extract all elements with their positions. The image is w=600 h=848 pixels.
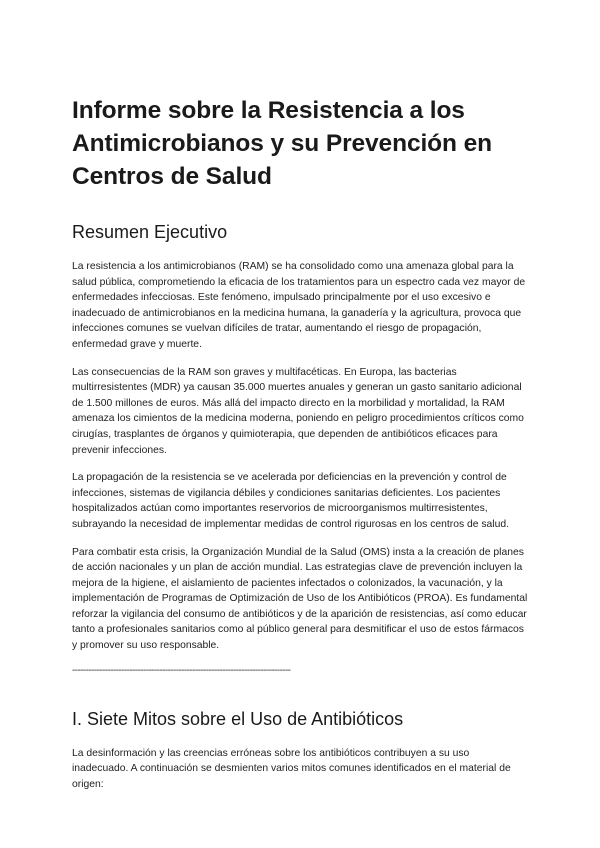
paragraph: La propagación de la resistencia se ve acelerada por deficiencias en la prevención y control de infecciones, sistemas de vigilancia débiles y condiciones sanitarias deficientes. Los pacientes hospitalizados actúan como importantes reservorios de microorganismos multirresistentes, subrayando la necesidad de implementar medidas de control rigurosas en los centros de salud. xyxy=(72,472,509,530)
paragraph: La desinformación y las creencias erróneas sobre los antibióticos contribuyen a su uso inadecuado. A continuación se desmienten varios mitos comunes identificados en el material de origen: xyxy=(72,747,511,790)
document-body xyxy=(72,94,528,792)
section-heading-mitos: I. Siete Mitos sobre el Uso de Antibióticos xyxy=(72,708,404,729)
section-heading-resumen: Resumen Ejecutivo xyxy=(72,222,228,242)
separator-line: -------------------------------------------------------------------------------- xyxy=(72,664,291,676)
paragraph: Para combatir esta crisis, la Organización Mundial de la Salud (OMS) insta a la creación de planes de acción nacionales y un plan de acción mundial. Las estrategias clave de prevención incluyen la mejora de la higiene, el aislamiento de pacientes infectados o colonizados, la vacunación, y la implementación de Programas de Optimización de Uso de los Antibióticos (PROA). Es fundamental reforzar la vigilancia del consumo de antibióticos y de la aparición de resistencias, así como educar tanto a profesionales sanitarios como al público general para desmitificar el uso de estos fármacos y promover su uso responsable. xyxy=(72,546,528,652)
paragraph: La resistencia a los antimicrobianos (RAM) se ha consolidado como una amenaza global para la salud pública, comprometiendo la eficacia de los tratamientos para un espectro cada vez mayor de enfermedades infecciosas. Este fenómeno, impulsado principalmente por el uso excesivo e inadecuado de antimicrobianos en la medicina humana, la ganadería y la agricultura, provoca que infecciones comunes se vuelvan difíciles de tratar, aumentando el riesgo de propagación, enfermedad grave y muerte. xyxy=(72,261,526,350)
document-title: Informe sobre la Resistencia a los Antimicrobianos y su Prevención en Centros de Salud xyxy=(72,97,493,190)
paragraph: Las consecuencias de la RAM son graves y multifacéticas. En Europa, las bacterias multirresistentes (MDR) ya causan 35.000 muertes anuales y generan un gasto sanitario adicional de 1.500 millones de euros. Más allá del impacto directo en la morbilidad y mortalidad, la RAM amenaza los cimientos de la medicina moderna, poniendo en peligro procedimientos críticos como cirugías, trasplantes de órganos y quimioterapia, que dependen de antibióticos eficaces para prevenir infecciones. xyxy=(72,366,524,456)
